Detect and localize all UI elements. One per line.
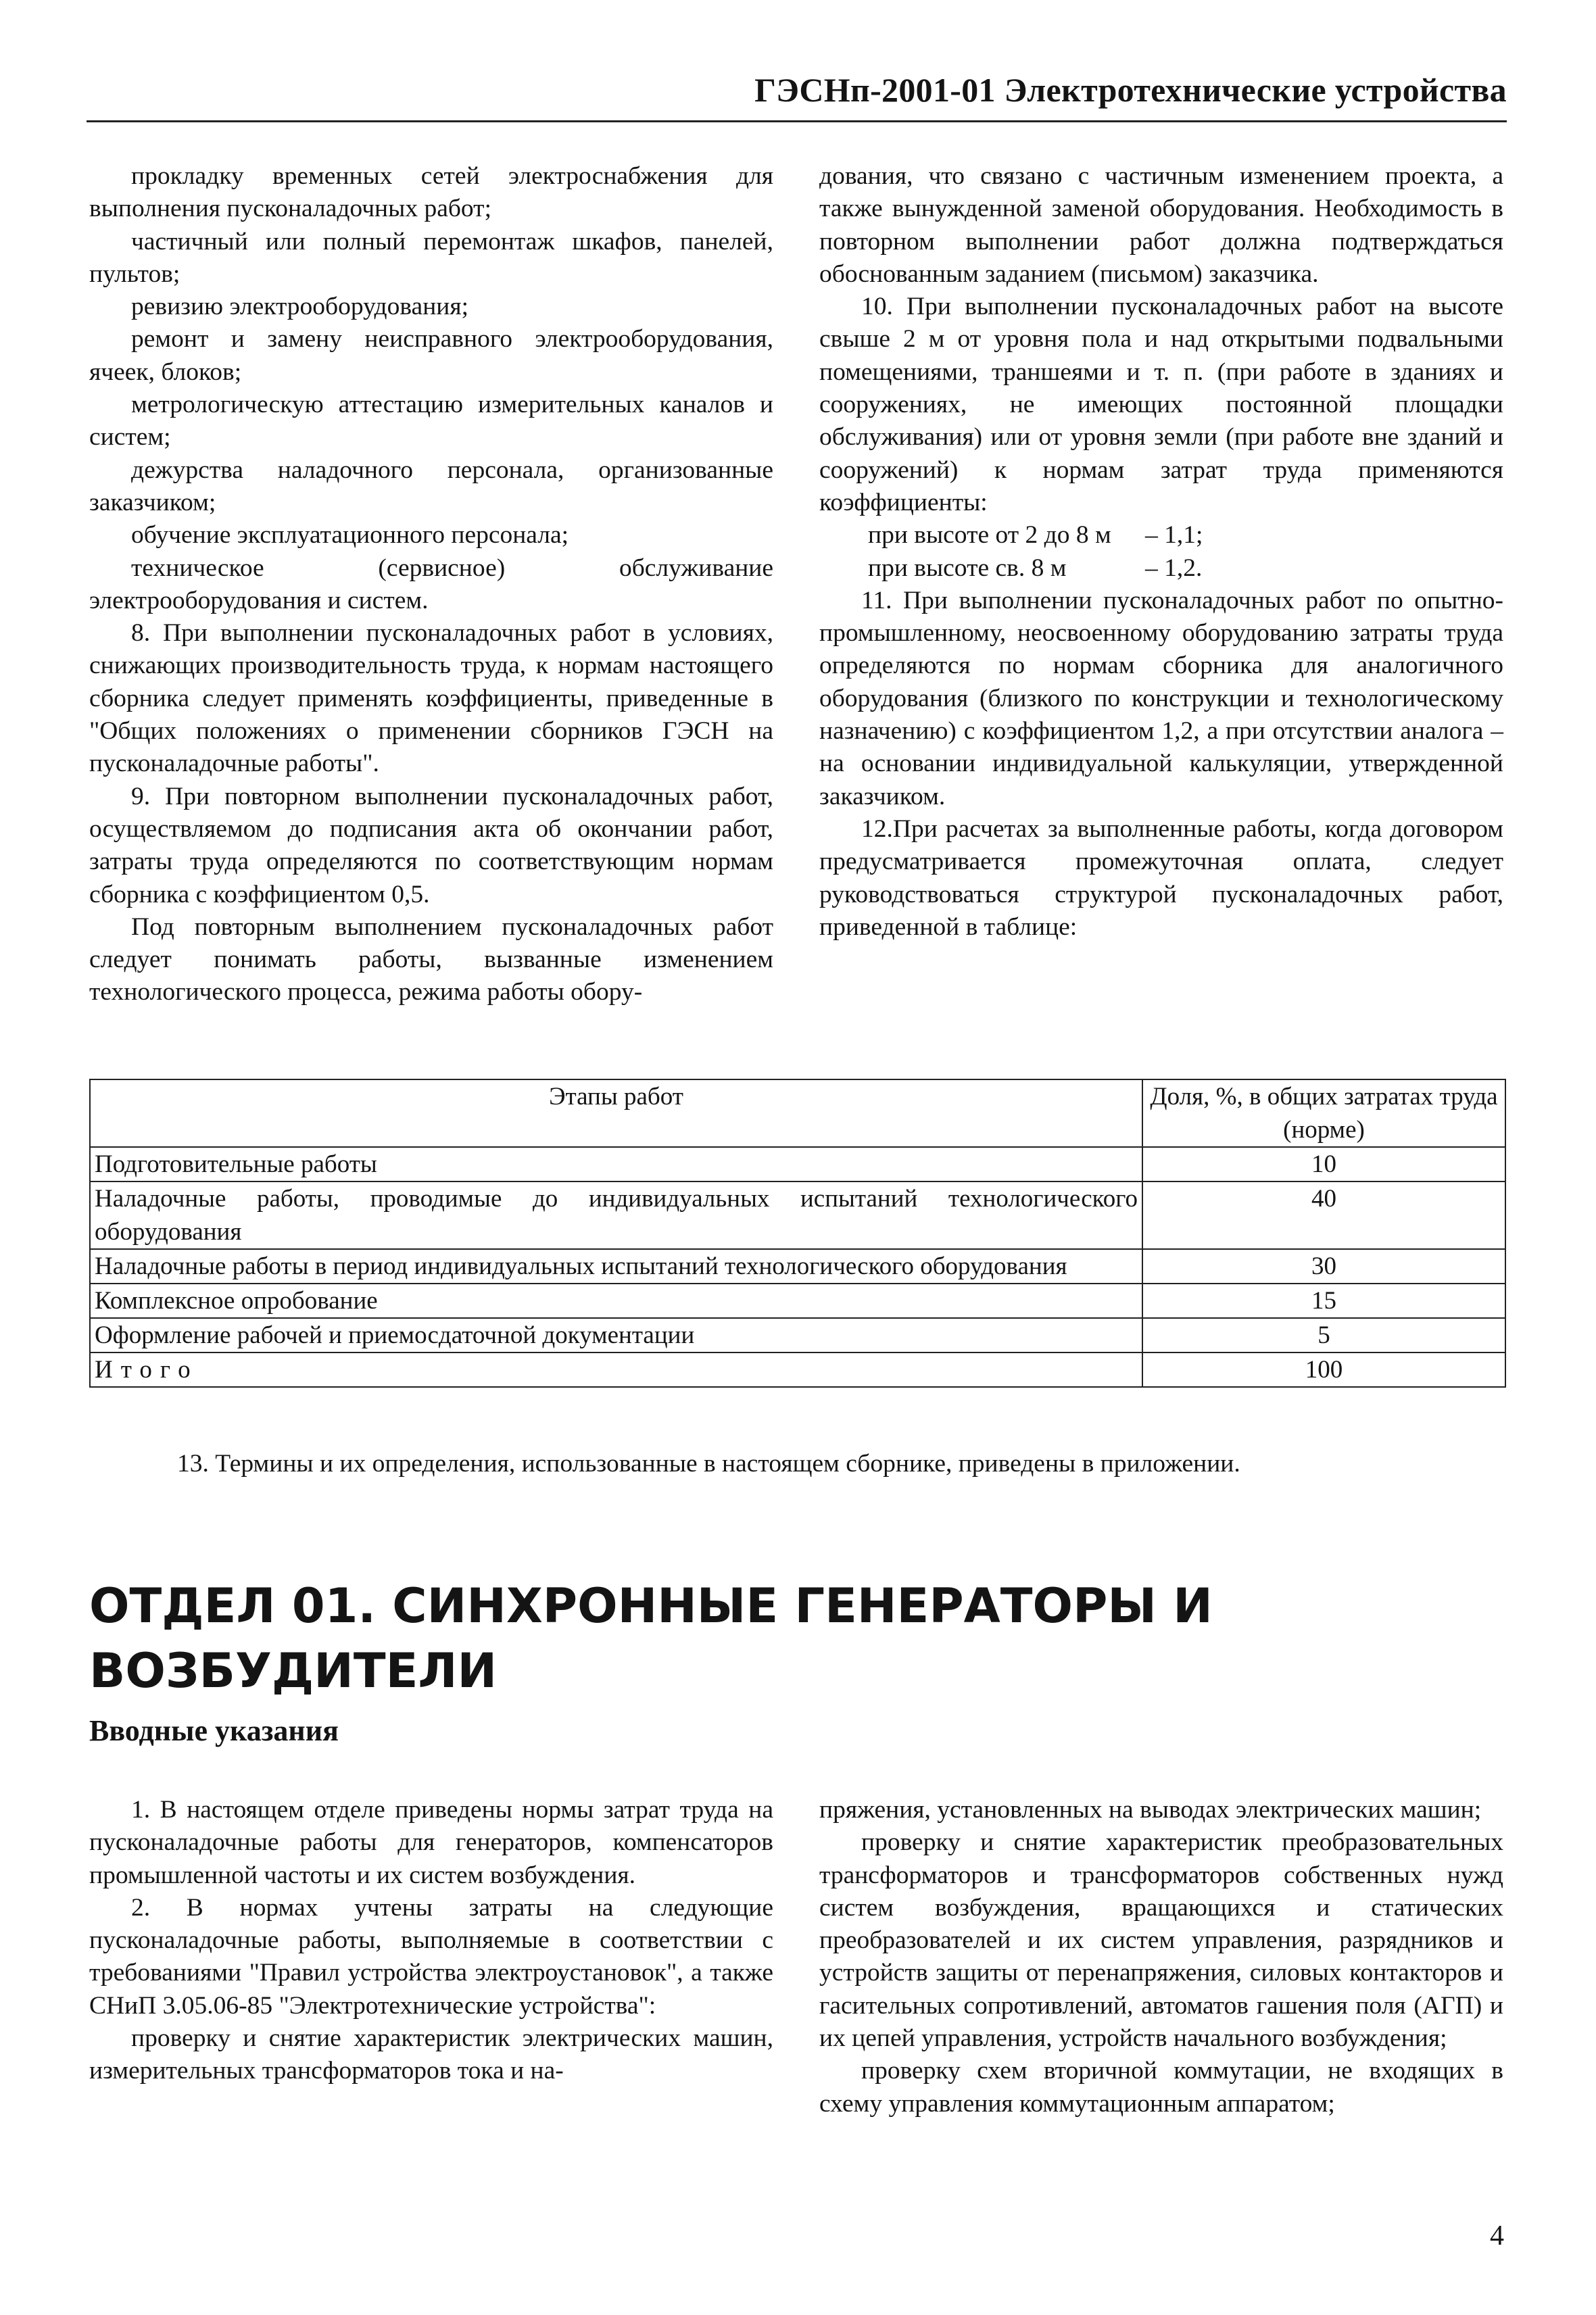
paragraph-continuation: дования, что связано с частичным изменением проекта, а также вынужденной заменой оборудования. Необходимость в повторном выполнении работ должна подтверждаться обоснованным заданием (письмом) заказчика. [819, 162, 1503, 288]
paragraph-11: 11. При выполнении пусконаладочных работ по опытно-промышленному, неосвоенному оборудованию затраты труда определяются по нормам сборника для аналогичного оборудования (близкого по конструкции и технологическому назначению) с коэффициентом 1,2, а при отсутствии аналога – на основании индивидуальной калькуляции, утвержденной заказчиком. [819, 586, 1503, 810]
share-cell: 5 [1142, 1318, 1505, 1353]
bottom-right-column [819, 1794, 1503, 2120]
coefficient-label: при высоте от 2 до 8 м [868, 521, 1111, 550]
table-row [90, 1147, 1505, 1181]
coefficient-value: – 1,2. [1145, 554, 1203, 582]
page-number: 4 [1490, 2220, 1504, 2251]
paragraph-1: 1. В настоящем отделе приведены нормы затрат труда на пусконаладочные работы для генераторов, компенсаторов промышленной частоты и их систем возбуждения. [89, 1796, 773, 1889]
note-13: 13. Термины и их определения, использованные в настоящем сборнике, приведены в приложении. [177, 1450, 1240, 1478]
section-title: ОТДЕЛ 01. СИНХРОННЫЕ ГЕНЕРАТОРЫ И ВОЗБУДИТЕЛИ [89, 1578, 1213, 1699]
paragraph: обучение эксплуатационного персонала; [131, 521, 569, 550]
share-cell: 15 [1142, 1284, 1505, 1318]
paragraph: ремонт и замену неисправного электрооборудования, ячеек, блоков; [89, 325, 773, 386]
stage-cell: Оформление рабочей и приемосдаточной документации [90, 1318, 1142, 1353]
paragraph-12: 12.При расчетах за выполненные работы, когда договором предусматривается промежуточная оплата, следует руководствоваться структурой пусконаладочных работ, приведенной в таблице: [819, 814, 1503, 941]
column-header-share: Доля, %, в общих затратах труда (норме) [1142, 1079, 1505, 1147]
table-row [90, 1318, 1505, 1353]
share-cell: 40 [1142, 1181, 1505, 1249]
header-divider [87, 120, 1507, 122]
stage-cell: Подготовительные работы [90, 1147, 1142, 1181]
stage-cell: Наладочные работы, проводимые до индивидуальных испытаний технологического оборудования [90, 1181, 1142, 1249]
stage-cell: Комплексное опробование [90, 1284, 1142, 1318]
paragraph-continuation: пряжения, установленных на выводах электрических машин; [819, 1796, 1482, 1824]
paragraph-10: 10. При выполнении пусконаладочных работ на высоте свыше 2 м от уровня пола и над открытыми подвальными помещениями, траншеями и т. п. (при работе в зданиях и сооружениях, не имеющих постоянной площадки обслуживания) или от уровня земли (при работе вне зданий и сооружений) к нормам затрат труда применяются коэффициенты: [819, 293, 1503, 516]
paragraph: Под повторным выполнением пусконаладочных работ следует понимать работы, вызванные изменением технологического процесса, режима работы обору- [89, 912, 773, 1006]
table-row [90, 1181, 1505, 1249]
coefficient-row [819, 519, 1503, 552]
share-cell: 10 [1142, 1147, 1505, 1181]
section-subtitle: Вводные указания [89, 1714, 339, 1747]
running-header-title: ГЭСНп-2001-01 Электротехнические устройства [754, 71, 1507, 109]
table-total-row [90, 1353, 1505, 1387]
stage-cell: Наладочные работы в период индивидуальных испытаний технологического оборудования [90, 1249, 1142, 1284]
share-cell: 30 [1142, 1249, 1505, 1284]
table-row [90, 1249, 1505, 1284]
top-left-column [89, 160, 773, 1009]
paragraph-8: 8. При выполнении пусконаладочных работ в условиях, снижающих производительность труда, к нормам настоящего сборника следует применять коэффициенты, приведенные в "Общих положениях о применении сборников ГЭСН на пусконаладочные работы". [89, 619, 773, 778]
coefficient-label: при высоте св. 8 м [868, 554, 1067, 582]
paragraph: проверку и снятие характеристик электрических машин, измерительных трансформаторов тока и на- [89, 2024, 773, 2085]
column-header-stages: Этапы работ [90, 1079, 1142, 1147]
paragraph-9: 9. При повторном выполнении пусконаладочных работ, осуществляемом до подписания акта об окончании работ, затраты труда определяются по соответствующим нормам сборника с коэффициентом 0,5. [89, 782, 773, 908]
table-row [90, 1284, 1505, 1318]
work-stages-table [89, 1079, 1506, 1388]
paragraph: техническое (сервисное) обслуживание электрооборудования и систем. [89, 554, 773, 614]
total-value-cell: 100 [1142, 1353, 1505, 1387]
coefficient-value: – 1,1; [1145, 521, 1203, 550]
paragraph-2: 2. В нормах учтены затраты на следующие пусконаладочные работы, выполняемые в соответствии с требованиями "Правил устройства электроустановок", а также СНиП 3.05.06-85 "Электротехнические устройства": [89, 1893, 773, 2020]
paragraph: дежурства наладочного персонала, организованные заказчиком; [89, 456, 773, 516]
coefficient-row [819, 552, 1503, 585]
paragraph: ревизию электрооборудования; [131, 293, 468, 321]
paragraph: прокладку временных сетей электроснабжения для выполнения пусконаладочных работ; [89, 162, 773, 223]
paragraph: метрологическую аттестацию измерительных каналов и систем; [89, 391, 773, 452]
paragraph: проверку и снятие характеристик преобразовательных трансформаторов и трансформаторов собственных нужд систем возбуждения, вращающихся и статических преобразователей и их систем управления, разрядников и устройств защиты от перенапряжения, силовых контакторов и гасительных сопротивлений, автоматов гашения поля (АГП) и их цепей управления, устройств начального возбуждения; [819, 1828, 1503, 2053]
total-label-cell: Итого [90, 1353, 1142, 1387]
paragraph: частичный или полный перемонтаж шкафов, панелей, пультов; [89, 227, 773, 288]
table-header-row [90, 1079, 1505, 1147]
top-right-column [819, 160, 1503, 944]
bottom-left-column [89, 1794, 773, 2088]
paragraph: проверку схем вторичной коммутации, не входящих в схему управления коммутационным аппаратом; [819, 2057, 1503, 2118]
